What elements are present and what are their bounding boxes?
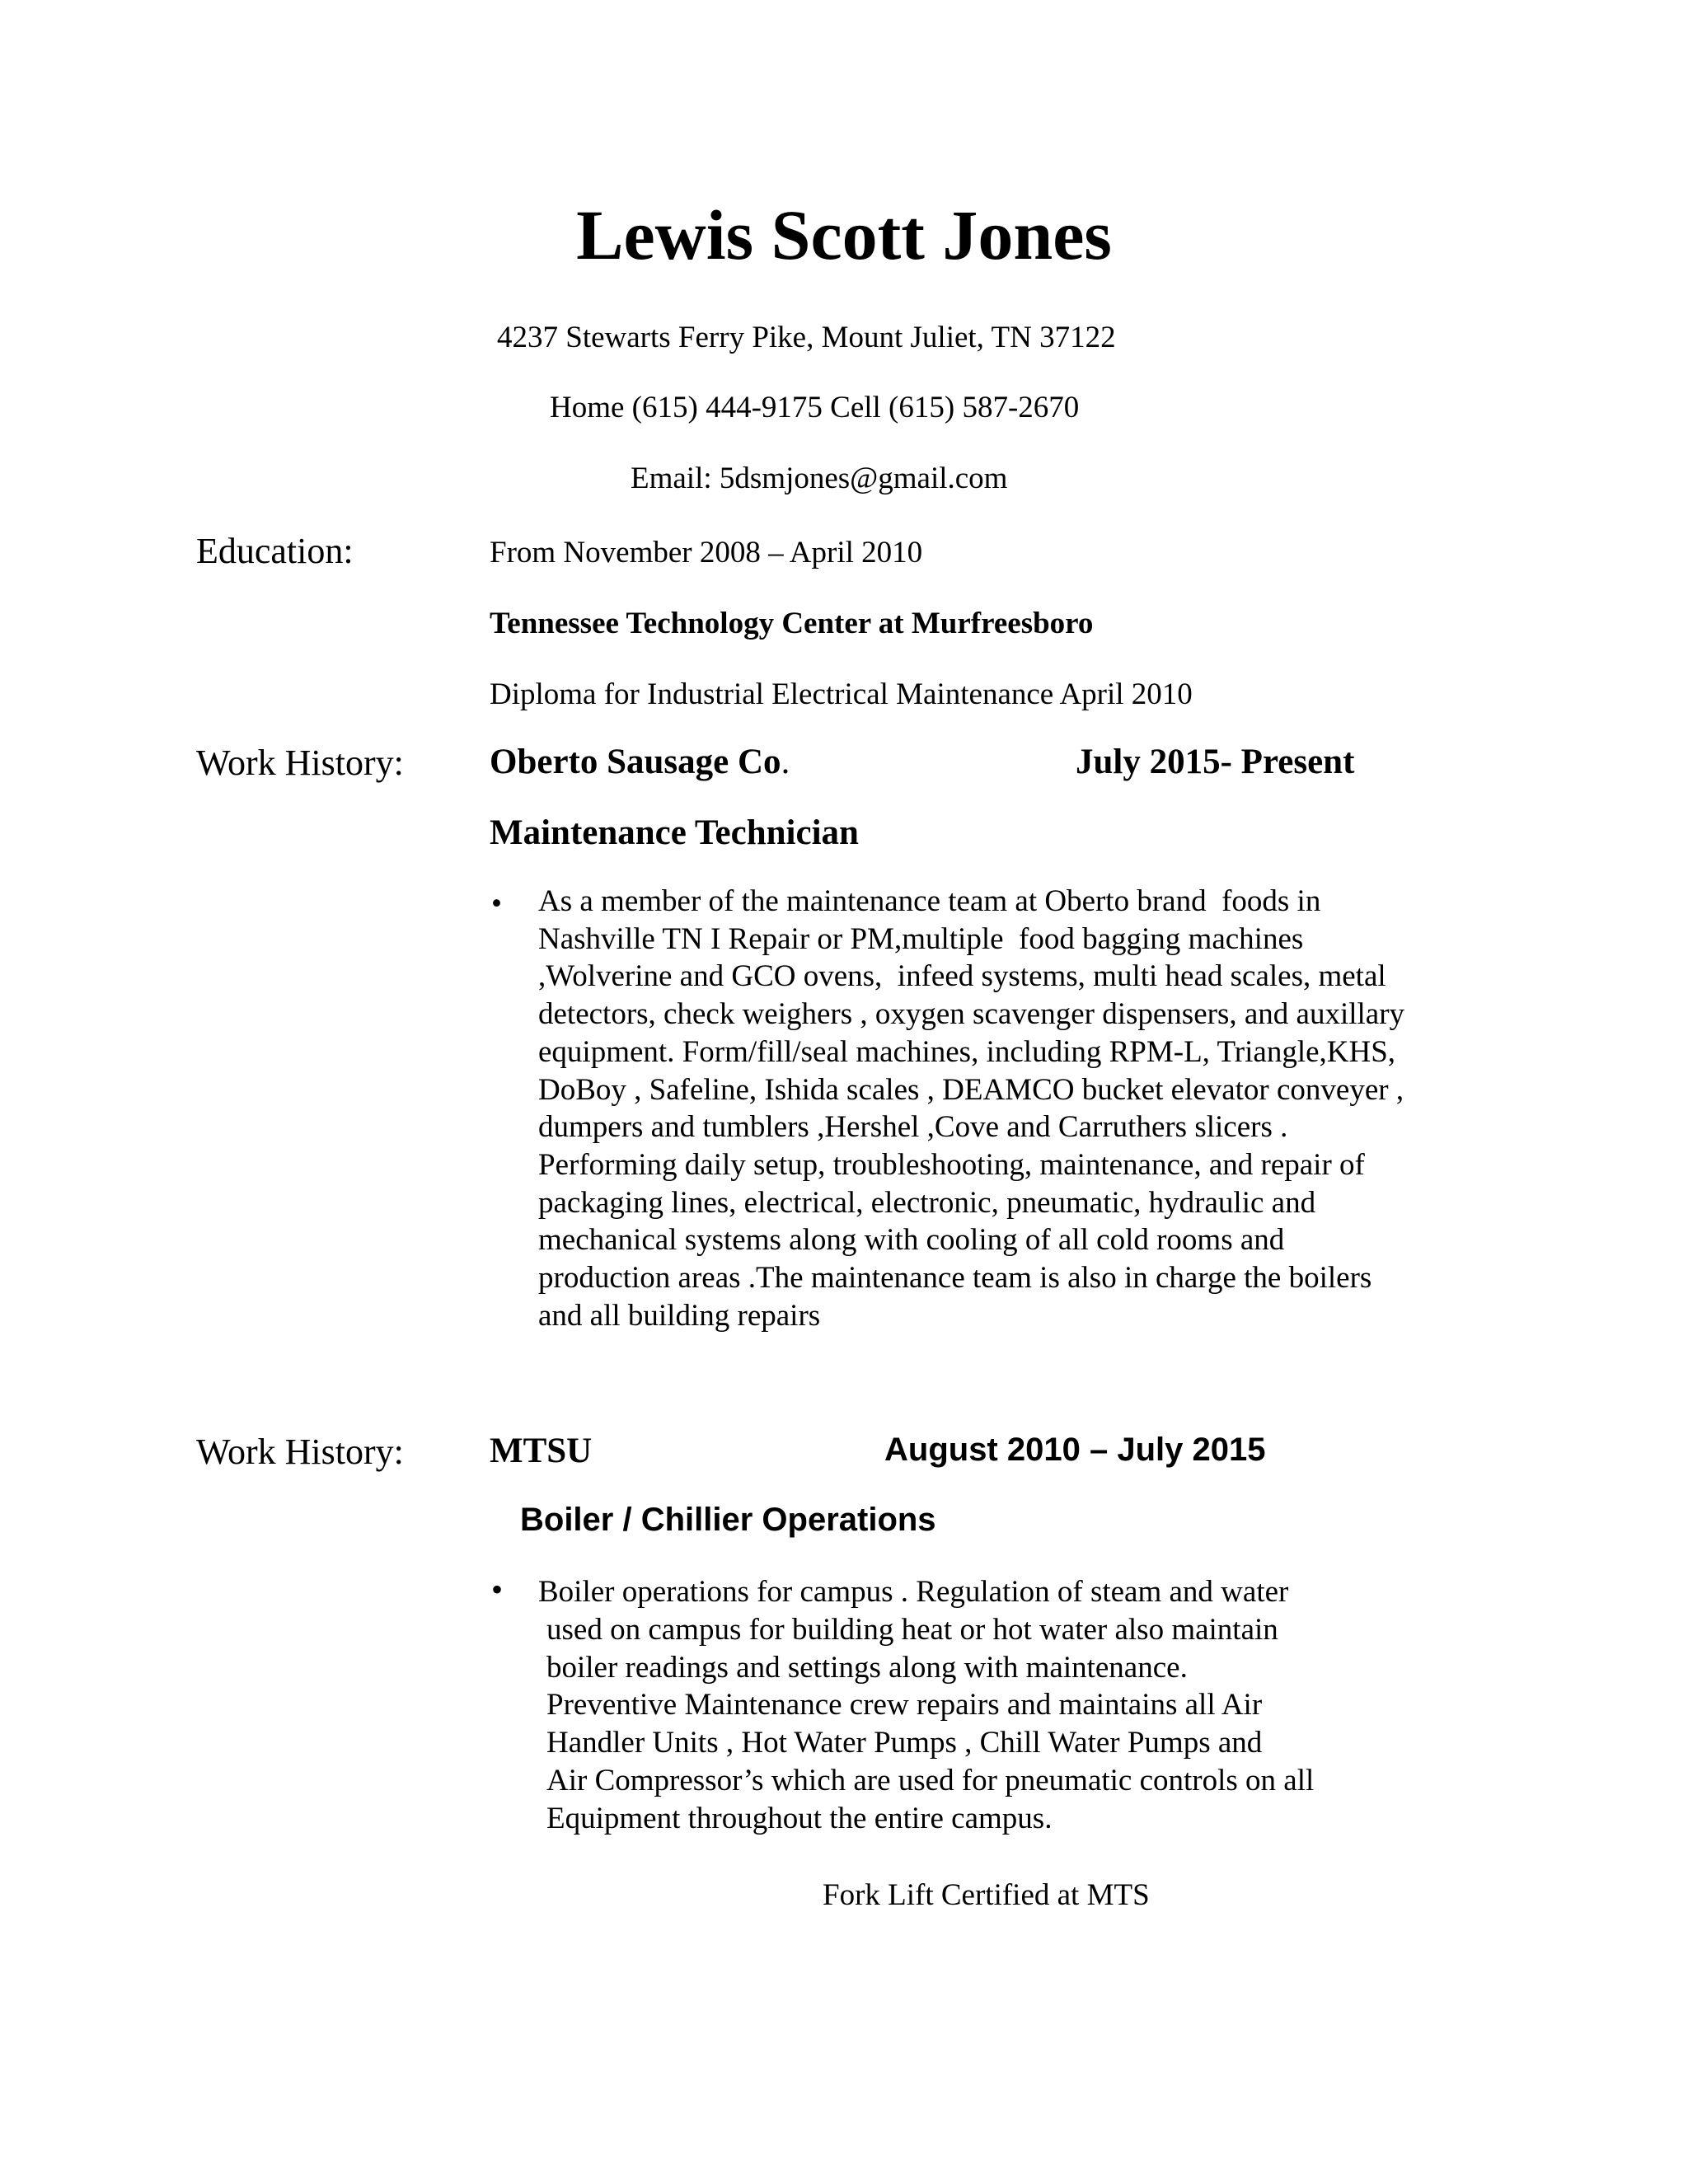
job-dates: August 2010 – July 2015 bbox=[884, 1432, 1266, 1468]
job-dates: July 2015- Present bbox=[1076, 743, 1355, 781]
job-description: used on campus for building heat or hot water also maintain boiler readings and settings along with maintenance. Preventive Maintenance crew repairs and maintains all Air Handler Units , Hot Water Pumps , Chill Water Pumps and Air Compressor’s which are used for pneumatic controls on all Equipment throughout the entire campus. bbox=[546, 1613, 1315, 1835]
contact-address: 4237 Stewarts Ferry Pike, Mount Juliet, TN 37122 bbox=[497, 321, 1116, 354]
job-employer: MTSU bbox=[490, 1432, 593, 1470]
work-history-label: Work History: bbox=[196, 1432, 404, 1472]
job-title: Boiler / Chillier Operations bbox=[520, 1502, 936, 1538]
education-label: Education: bbox=[196, 531, 354, 571]
job-description: As a member of the maintenance team at Oberto brand foods in Nashville TN I Repair or PM,multiple food bagging machines ,Wolverine and GCO ovens, infeed systems, multi head scales, metal detectors, check weighers , oxygen scavenger dispensers, and auxillary equipment. Form/fill/seal machines, including RPM-L, Triangle,KHS, DoBoy , Safeline, Ishida scales , DEAMCO bucket elevator conveyer , dumpers and tumblers ,Hershel ,Cove and Carruthers slicers . Performing daily setup, troubleshooting, maintenance, and repair of packaging lines, electrical, electronic, pneumatic, hydraulic and mechanical systems along with cooling of all cold rooms and production areas .The maintenance team is also in charge the boilers and all building repairs bbox=[538, 884, 1405, 1333]
work-history-label: Work History: bbox=[196, 743, 404, 783]
education-dates: From November 2008 – April 2010 bbox=[490, 536, 923, 569]
certification: Fork Lift Certified at MTS bbox=[823, 1878, 1150, 1912]
employer-period: . bbox=[781, 743, 790, 781]
bullet-icon: • bbox=[491, 1571, 504, 1608]
education-school: Tennessee Technology Center at Murfreesboro bbox=[490, 607, 1094, 640]
job-description-first-line: Boiler operations for campus . Regulation of steam and water bbox=[538, 1575, 1289, 1609]
job-employer bbox=[490, 742, 790, 782]
bullet-icon: • bbox=[491, 887, 502, 921]
employer-name: Oberto Sausage Co bbox=[490, 743, 781, 781]
resume-name: Lewis Scott Jones bbox=[576, 195, 1112, 274]
education-diploma: Diploma for Industrial Electrical Maintenance April 2010 bbox=[490, 677, 1193, 711]
contact-email: Email: 5dsmjones@gmail.com bbox=[631, 462, 1008, 495]
contact-phone: Home (615) 444-9175 Cell (615) 587-2670 bbox=[550, 391, 1080, 424]
job-title: Maintenance Technician bbox=[490, 813, 859, 852]
